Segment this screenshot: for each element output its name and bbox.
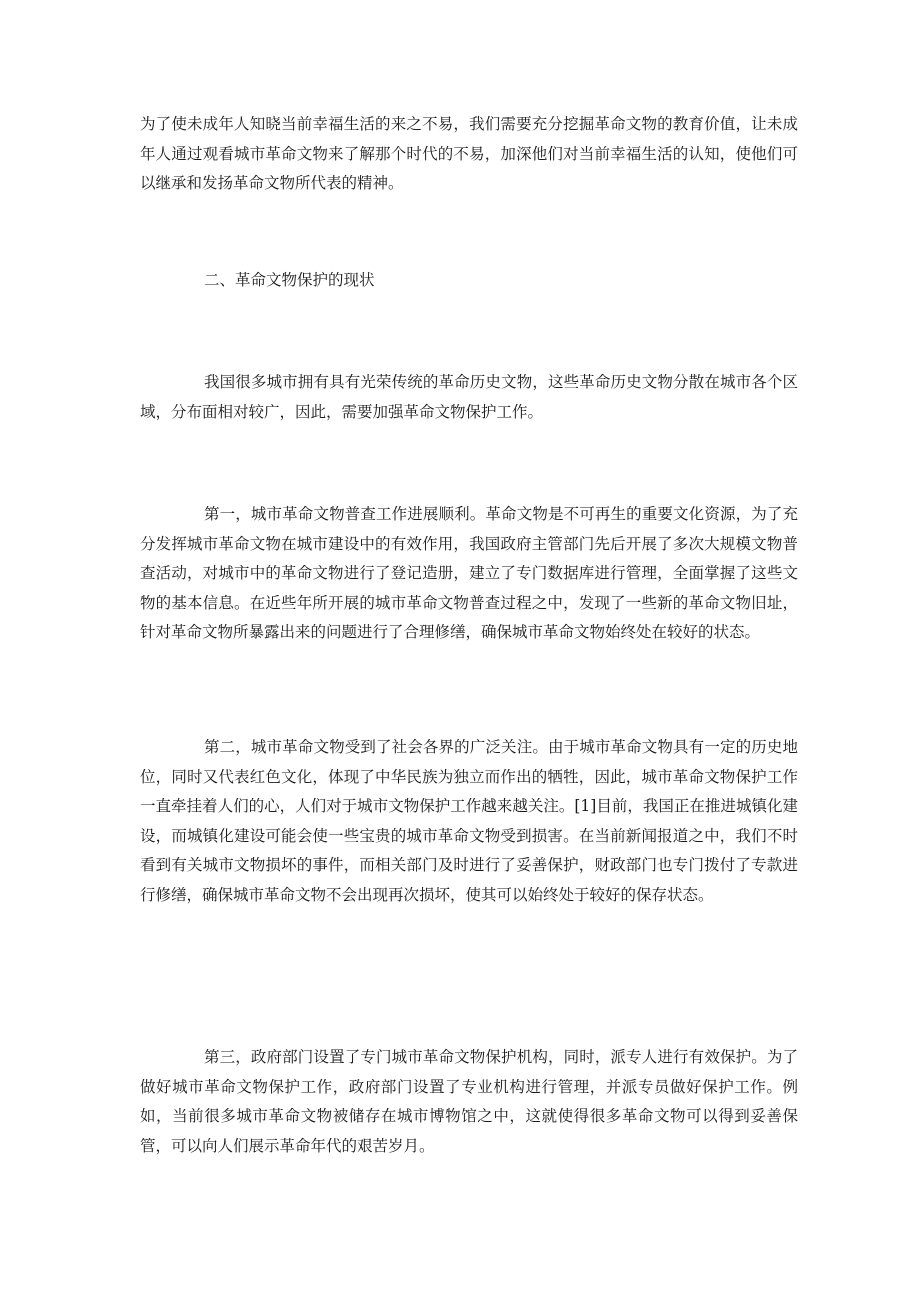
paragraph-overview: 我国很多城市拥有具有光荣传统的革命历史文物，这些革命历史文物分散在城市各个区域，分布面相对较广，因此，需要加强革命文物保护工作。 [140,373,798,421]
paragraph-first-point: 第一，城市革命文物普查工作进展顺利。革命文物是不可再生的重要文化资源，为了充分发挥城市革命文物在城市建设中的有效作用，我国政府主管部门先后开展了多次大规模文物普查活动，对城市中的革命文物进行了登记造册，建立了专门数据库进行管理，全面掌握了这些文物的基本信息。在近些年所开展的城市革命文物普查过程之中，发现了一些新的革命文物旧址，针对革命文物所暴露出来的问题进行了合理修缮，确保城市革命文物始终处在较好的状态。 [140,505,798,641]
section-heading: 二、革命文物保护的现状 [204,271,375,289]
paragraph-third-point: 第三，政府部门设置了专门城市革命文物保护机构，同时，派专人进行有效保护。为了做好城市革命文物保护工作，政府部门设置了专业机构进行管理，并派专员做好保护工作。例如，当前很多城市革命文物被储存在城市博物馆之中，这就使得很多革命文物可以得到妥善保管，可以向人们展示革命年代的艰苦岁月。 [140,1048,798,1155]
paragraph-second-point: 第二，城市革命文物受到了社会各界的广泛关注。由于城市革命文物具有一定的历史地位，同时又代表红色文化，体现了中华民族为独立而作出的牺牲，因此，城市革命文物保护工作一直牵挂着人们的心，人们对于城市文物保护工作越来越关注。[1]目前，我国正在推进城镇化建设，而城镇化建设可能会使一些宝贵的城市革命文物受到损害。在当前新闻报道之中，我们不时看到有关城市文物损坏的事件，而相关部门及时进行了妥善保护，财政部门也专门拨付了专款进行修缮，确保城市革命文物不会出现再次损坏，使其可以始终处于较好的保存状态。 [140,738,798,904]
paragraph-education-value: 为了使未成年人知晓当前幸福生活的来之不易，我们需要充分挖掘革命文物的教育价值，让未成年人通过观看城市革命文物来了解那个时代的不易，加深他们对当前幸福生活的认知，使他们可以继承和发扬革命文物所代表的精神。 [140,115,798,192]
